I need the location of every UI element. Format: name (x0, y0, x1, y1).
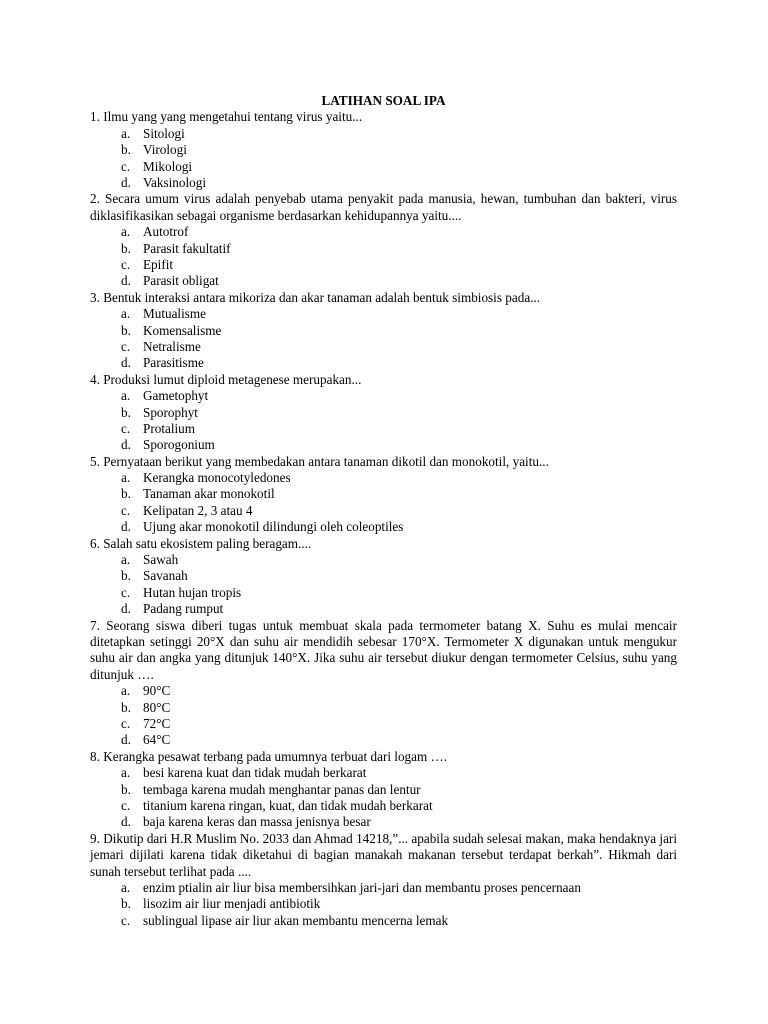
option-letter: b. (121, 896, 131, 912)
option-item (90, 814, 677, 830)
option-letter: a. (121, 306, 131, 322)
option-letter: c. (121, 338, 131, 354)
option-item (90, 273, 677, 289)
option-letter: c. (121, 502, 131, 518)
option-list (90, 224, 677, 290)
option-list (90, 552, 677, 618)
option-letter: a. (121, 125, 131, 141)
option-letter: d. (121, 174, 131, 190)
option-item (90, 716, 677, 732)
question-text: 1. Ilmu yang yang mengetahui tentang virus yaitu... (90, 109, 363, 125)
option-item (90, 470, 677, 486)
question-5 (90, 454, 677, 536)
option-item (90, 503, 677, 519)
option-text: Tanaman akar monokotil (143, 486, 275, 502)
option-text: Parasit obligat (143, 273, 219, 289)
question-text: 8. Kerangka pesawat terbang pada umumnya terbuat dari logam …. (90, 748, 448, 764)
option-letter: b. (121, 404, 131, 420)
option-list (90, 880, 677, 929)
option-text: Epifit (143, 256, 174, 272)
option-letter: c. (121, 158, 131, 174)
option-list (90, 126, 677, 192)
question-text: 6. Salah satu ekosistem paling beragam.... (90, 535, 312, 551)
option-letter: b. (121, 240, 131, 256)
option-letter: b. (121, 142, 131, 158)
option-text: titanium karena ringan, kuat, dan tidak mudah berkarat (143, 798, 433, 813)
option-item (90, 339, 677, 355)
option-text: 64°C (143, 732, 171, 748)
option-list (90, 306, 677, 372)
option-item (90, 142, 677, 158)
option-item (90, 323, 677, 339)
option-letter: b. (121, 781, 131, 797)
option-text: sublingual lipase air liur akan membantu mencerna lemak (143, 912, 449, 928)
question-text: 4. Produksi lumut diploid metagenese merupakan... (90, 371, 362, 387)
option-item (90, 224, 677, 240)
option-text: Savanah (143, 568, 188, 584)
option-text: 80°C (143, 699, 171, 715)
option-text: Mutualisme (143, 306, 207, 322)
option-letter: a. (121, 224, 131, 240)
option-text: Kerangka monocotyledones (143, 470, 291, 486)
option-letter: d. (121, 355, 131, 371)
option-letter: a. (121, 388, 131, 404)
option-text: baja karena keras dan massa jenisnya besar (143, 814, 371, 830)
option-item (90, 437, 677, 453)
option-text: Sporogonium (143, 437, 215, 453)
option-text: besi karena kuat dan tidak mudah berkarat (143, 765, 367, 781)
option-letter: a. (121, 880, 131, 895)
question-7 (90, 618, 677, 749)
option-list (90, 388, 677, 454)
option-letter: b. (121, 486, 131, 502)
option-letter: a. (121, 552, 131, 568)
option-item (90, 913, 677, 929)
option-letter: c. (121, 584, 131, 600)
option-list (90, 683, 677, 749)
option-text: 72°C (143, 716, 171, 732)
option-letter: b. (121, 699, 131, 715)
option-item (90, 552, 677, 568)
option-item (90, 306, 677, 322)
question-text: 5. Pernyataan berikut yang membedakan antara tanaman dikotil dan monokotil, yaitu... (90, 453, 549, 469)
option-letter: c. (121, 256, 131, 272)
option-list (90, 470, 677, 536)
option-text: 90°C (143, 683, 171, 699)
option-item (90, 355, 677, 371)
option-letter: d. (121, 273, 131, 289)
option-item (90, 519, 677, 535)
question-2 (90, 191, 677, 289)
option-item (90, 175, 677, 191)
option-item (90, 257, 677, 273)
option-text: Virologi (143, 142, 187, 158)
option-item (90, 700, 677, 716)
option-text: Vaksinologi (143, 174, 207, 190)
option-item (90, 683, 677, 699)
question-9 (90, 831, 677, 929)
option-text: Sawah (143, 552, 179, 568)
option-text: Sporophyt (143, 404, 198, 420)
option-letter: d. (121, 601, 131, 617)
option-item (90, 159, 677, 175)
option-text: Kelipatan 2, 3 atau 4 (143, 502, 253, 518)
option-text: Padang rumput (143, 601, 224, 617)
option-item (90, 405, 677, 421)
question-text: 2. Secara umum virus adalah penyebab utama penyakit pada manusia, hewan, tumbuhan dan bakteri, virus diklasifikasikan sebagai organisme berdasarkan kehidupannya yaitu.... (90, 191, 677, 223)
option-text: Netralisme (143, 338, 201, 354)
question-list (90, 109, 677, 929)
option-item (90, 241, 677, 257)
option-item (90, 732, 677, 748)
option-text: Protalium (143, 420, 196, 436)
option-text: lisozim air liur menjadi antibiotik (143, 896, 321, 912)
option-letter: d. (121, 732, 131, 748)
option-letter: c. (121, 420, 131, 436)
option-item (90, 782, 677, 798)
option-text: Komensalisme (143, 322, 222, 338)
option-item (90, 388, 677, 404)
question-1 (90, 109, 677, 191)
question-text: 3. Bentuk interaksi antara mikoriza dan akar tanaman adalah bentuk simbiosis pada... (90, 289, 541, 305)
option-letter: d. (121, 437, 131, 453)
option-text: Ujung akar monokotil dilindungi oleh coleoptiles (143, 519, 404, 535)
option-text: Gametophyt (143, 388, 209, 404)
option-text: Autotrof (143, 224, 189, 240)
option-item (90, 486, 677, 502)
question-text: 7. Seorang siswa diberi tugas untuk membuat skala pada termometer batang X. Suhu es mulai mencair ditetapkan setinggi 20°X dan suhu air mendidih sebesar 170°X. Termometer X digunakan untuk mengukur suhu air dan angka yang ditunjuk 140°X. Jika suhu air tersebut diukur dengan termometer Celsius, suhu yang ditunjuk …. (90, 617, 677, 682)
option-list (90, 765, 677, 831)
question-text: 9. Dikutip dari H.R Muslim No. 2033 dan Ahmad 14218,”... apabila sudah selesai makan, maka hendaknya jari jemari dijilati karena tidak diketahui di bagian manakah makanan tersebut terdapat berkah”. Hikmah dari sunah tersebut terlihat pada .... (90, 830, 677, 879)
option-text: Parasitisme (143, 355, 204, 371)
option-letter: c. (121, 716, 131, 732)
option-text: enzim ptialin air liur bisa membersihkan jari-jari dan membantu proses pencernaan (143, 880, 581, 895)
option-text: Parasit fakultatif (143, 240, 231, 256)
question-4 (90, 372, 677, 454)
option-letter: a. (121, 765, 131, 781)
option-item (90, 126, 677, 142)
option-letter: c. (121, 798, 131, 813)
option-letter: b. (121, 322, 131, 338)
option-letter: d. (121, 814, 131, 830)
option-item (90, 421, 677, 437)
option-item (90, 585, 677, 601)
option-letter: c. (121, 912, 131, 928)
option-text: Hutan hujan tropis (143, 584, 242, 600)
option-text: Sitologi (143, 125, 185, 141)
question-3 (90, 290, 677, 372)
option-item (90, 601, 677, 617)
option-item (90, 896, 677, 912)
option-letter: d. (121, 519, 131, 535)
option-text: Mikologi (143, 158, 193, 174)
document-content (90, 93, 677, 929)
option-item (90, 798, 677, 814)
question-6 (90, 536, 677, 618)
option-text: tembaga karena mudah menghantar panas dan lentur (143, 781, 421, 797)
option-item (90, 880, 677, 896)
option-letter: b. (121, 568, 131, 584)
option-letter: a. (121, 470, 131, 486)
document-title: LATIHAN SOAL IPA (321, 93, 446, 108)
option-item (90, 765, 677, 781)
option-letter: a. (121, 683, 131, 699)
question-8 (90, 749, 677, 831)
option-item (90, 568, 677, 584)
